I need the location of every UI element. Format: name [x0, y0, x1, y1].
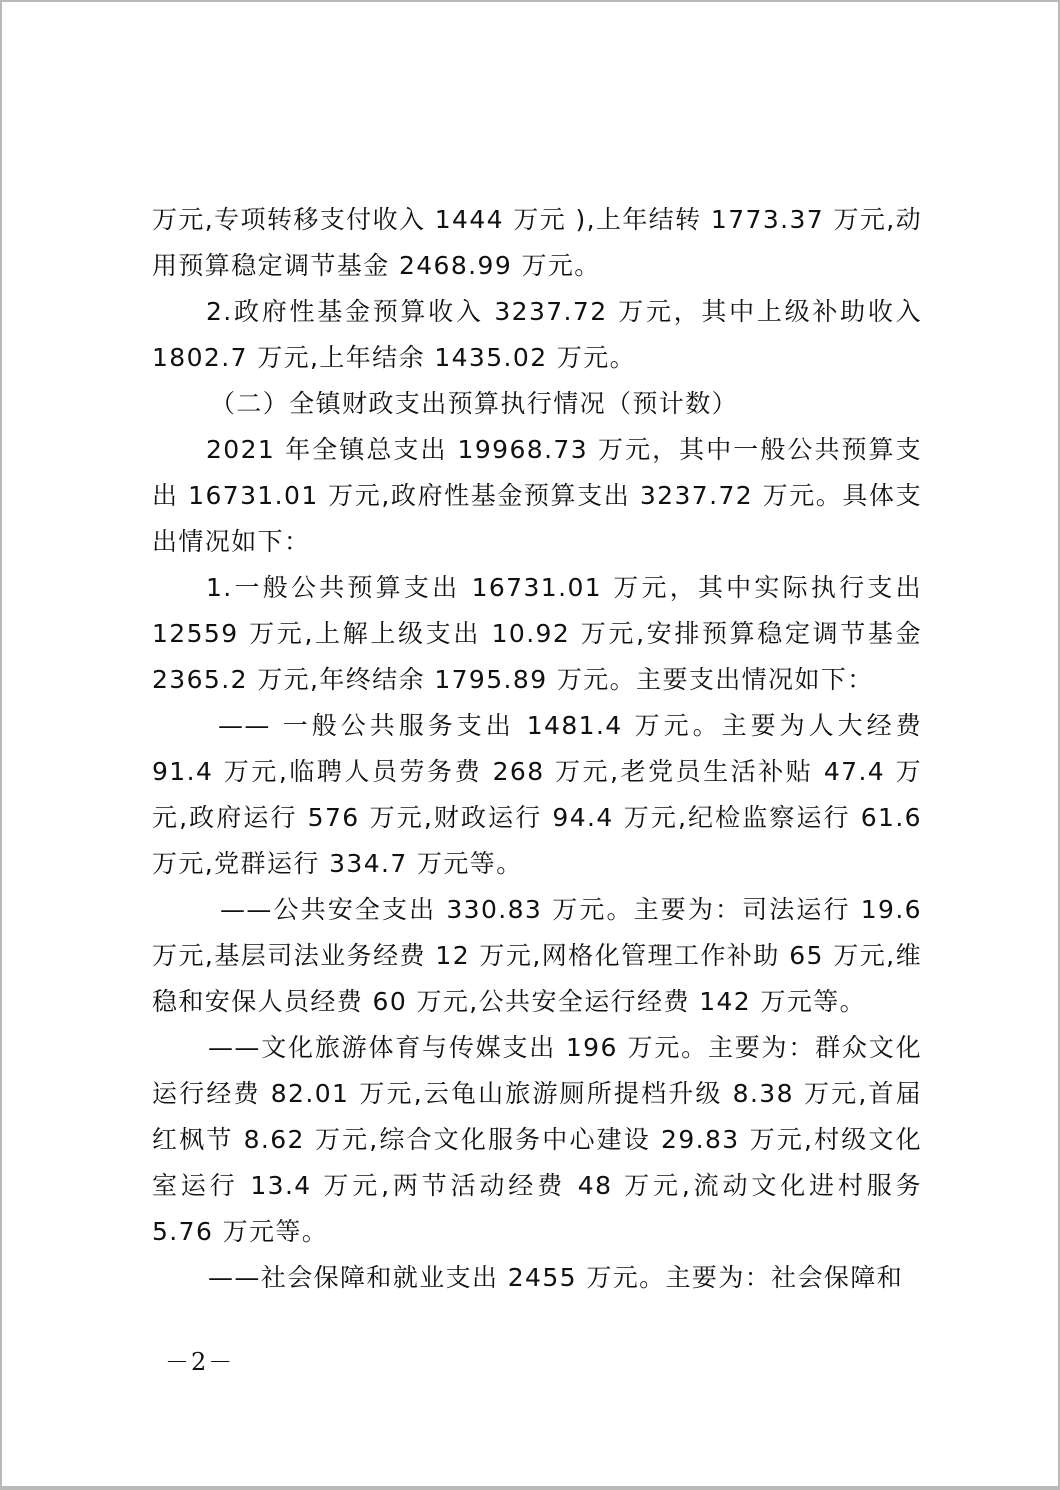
paragraph-social-security: ——社会保障和就业支出 2455 万元。主要为：社会保障和: [208, 1263, 904, 1292]
paragraph-total-expenditure: 2021 年全镇总支出 19968.73 万元，其中一般公共预算支出 16731.01 万元,政府性基金预算支出 3237.72 万元。具体支出情况如下：: [152, 435, 922, 556]
paragraph-culture-tourism: ——文化旅游体育与传媒支出 196 万元。主要为：群众文化运行经费 82.01 万元,云龟山旅游厕所提档升级 8.38 万元,首届红枫节 8.62 万元,综合文化服务中心建设 29.83 万元,村级文化室运行 13.4 万元,两节活动经费 48 万元,流动文化进村服务 5.76 万元等。: [152, 1033, 922, 1246]
paragraph-fund-income: 2.政府性基金预算收入 3237.72 万元，其中上级补助收入 1802.7 万元,上年结余 1435.02 万元。: [152, 297, 922, 372]
paragraph-general-budget-expenditure: 1.一般公共预算支出 16731.01 万元，其中实际执行支出 12559 万元,上解上级支出 10.92 万元,安排预算稳定调节基金 2365.2 万元,年终结余 1795.89 万元。主要支出情况如下：: [152, 573, 922, 694]
paragraph-transfer-income: 万元,专项转移支付收入 1444 万元 ),上年结转 1773.37 万元,动用预算稳定调节基金 2468.99 万元。: [152, 205, 922, 280]
document-body: [152, 197, 922, 1301]
page-number: －2－: [165, 1348, 235, 1376]
section-heading-expenditure: （二）全镇财政支出预算执行情况（预计数）: [210, 389, 739, 418]
paragraph-public-services: —— 一般公共服务支出 1481.4 万元。主要为人大经费 91.4 万元,临聘人员劳务费 268 万元,老党员生活补贴 47.4 万元,政府运行 576 万元,财政运行 94.4 万元,纪检监察运行 61.6 万元,党群运行 334.7 万元等。: [152, 711, 922, 878]
paragraph-public-security: ——公共安全支出 330.83 万元。主要为：司法运行 19.6 万元,基层司法业务经费 12 万元,网格化管理工作补助 65 万元,维稳和安保人员经费 60 万元,公共安全运行经费 142 万元等。: [152, 895, 922, 1016]
